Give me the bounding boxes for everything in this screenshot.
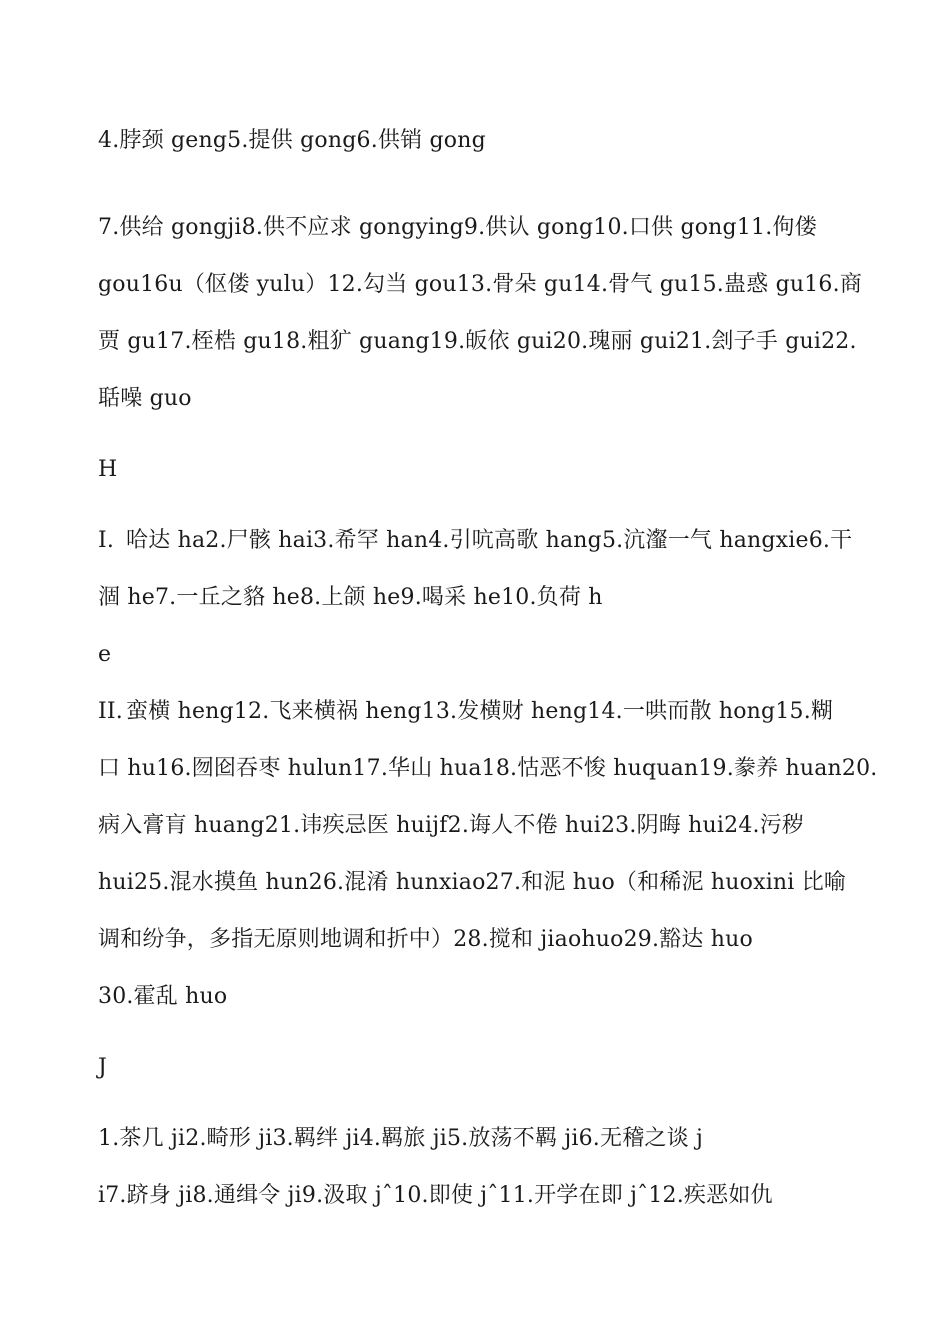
list-marker: II. <box>98 699 123 724</box>
paragraph-h-1 <box>98 512 858 683</box>
text-line: 30.霍乱 huo <box>98 984 228 1009</box>
list-marker: I. <box>98 528 115 553</box>
paragraph-g-1 <box>98 112 858 169</box>
paragraph-j-1 <box>98 1110 858 1224</box>
text-line: 口 hu16.囫囵吞枣 hulun17.华山 hua18.怙恶不悛 huquan19.豢养 huan20. <box>98 756 878 781</box>
text-line: e <box>98 642 112 667</box>
text-line <box>98 683 858 740</box>
text-line: 1.茶几 ji2.畸形 ji3.羁绊 ji4.羁旅 ji5.放荡不羁 ji6.无稽之谈 j <box>98 1126 704 1151</box>
text-line: 4.脖颈 geng5.提供 gong6.供销 gong <box>98 128 486 153</box>
text-line: 调和纷争，多指无原则地调和折中）28.搅和 jiaohuo29.豁达 huo <box>98 927 753 952</box>
text-line: 贾 gu17.桎梏 gu18.粗犷 guang19.皈依 gui20.瑰丽 gui21.刽子手 gui22. <box>98 329 857 354</box>
section-heading-h <box>98 441 858 498</box>
text-line: i7.跻身 ji8.通缉令 ji9.汲取 jˆ10.即使 jˆ11.开学在即 jˆ12.疾恶如仇 <box>98 1183 773 1208</box>
text-line: hui25.混水摸鱼 hun26.混淆 hunxiao27.和泥 huo（和稀泥 huoxini 比喻 <box>98 870 847 895</box>
document-page <box>98 112 878 1224</box>
text-line <box>98 512 858 569</box>
section-letter: H <box>98 457 118 482</box>
text-line: 病入膏肓 huang21.讳疾忌医 huijf2.诲人不倦 hui23.阴晦 hui24.污秽 <box>98 813 805 838</box>
text-line: 7.供给 gongji8.供不应求 gongying9.供认 gong10.口供 gong11.佝偻 <box>98 215 817 240</box>
text-line: gou16u（伛偻 yulu）12.勾当 gou13.骨朵 gu14.骨气 gu15.蛊惑 gu16.商 <box>98 272 863 297</box>
text-line: 聒噪 guo <box>98 386 192 411</box>
section-letter: J <box>98 1055 108 1080</box>
paragraph-g-2 <box>98 199 863 427</box>
line-text: 蛮横 heng12.飞来横祸 heng13.发横财 heng14.一哄而散 hong15.糊 <box>126 699 834 724</box>
text-line: 涸 he7.一丘之貉 he8.上颌 he9.喝采 he10.负荷 h <box>98 585 603 610</box>
line-text: 哈达 ha2.尸骸 hai3.希罕 han4.引吭高歌 hang5.沆瀣一气 hangxie6.干 <box>126 528 853 553</box>
section-heading-j <box>98 1039 858 1096</box>
paragraph-h-2 <box>98 683 878 1025</box>
